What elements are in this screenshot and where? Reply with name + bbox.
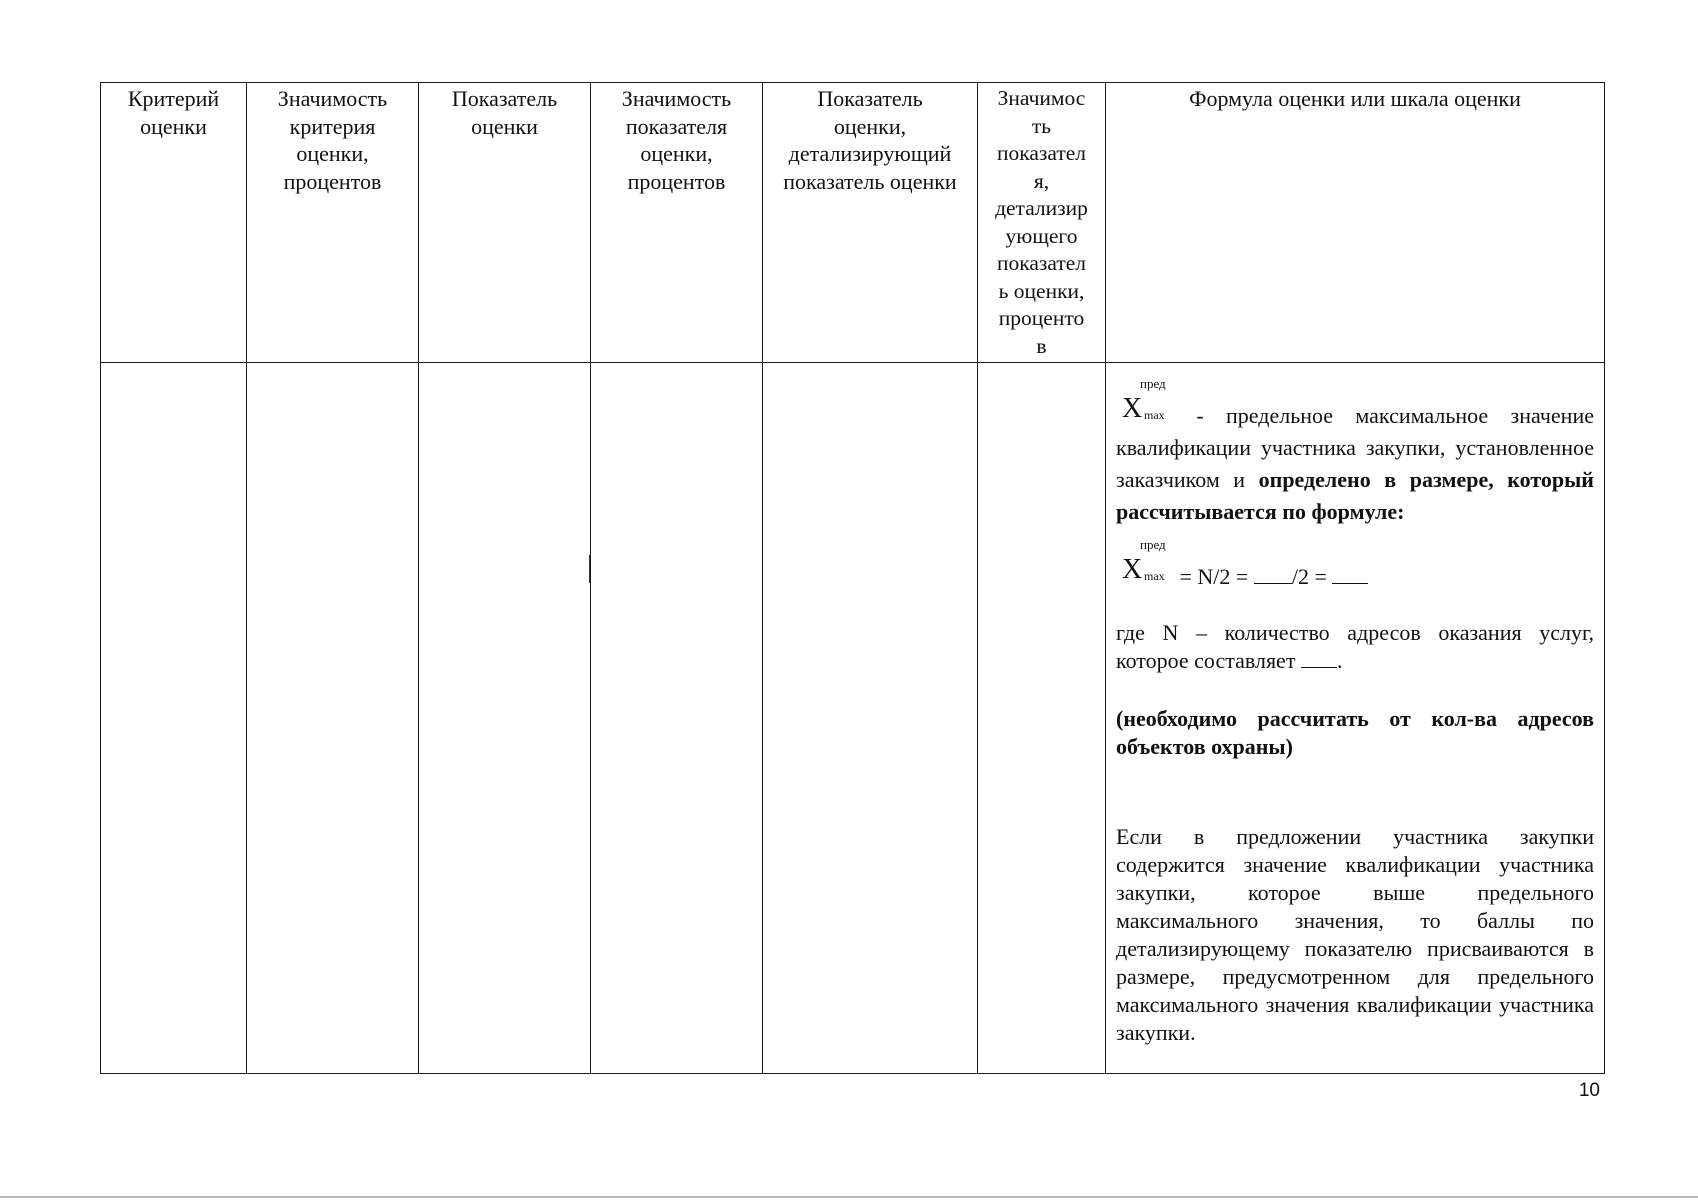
cell-criterion-weight (247, 363, 419, 1074)
definition-paragraph (1116, 376, 1594, 528)
blank-field (1254, 582, 1292, 584)
cell-detail-indicator (763, 363, 978, 1074)
definition-bold-text: определено в размере, который рассчитывается по формуле: (1116, 467, 1594, 524)
header-indicator-weight: Значимость показателя оценки, процентов (591, 83, 763, 363)
note-paragraph: (необходимо рассчитать от кол-ва адресов объектов охраны) (1116, 706, 1594, 759)
page-bottom-edge (0, 1196, 1698, 1198)
formula-text-a: = N/2 = (1174, 564, 1254, 589)
evaluation-criteria-table (100, 82, 1605, 1074)
cell-indicator-weight (591, 363, 763, 1074)
cell-indicator (419, 363, 591, 1074)
table-row (101, 363, 1605, 1074)
header-formula: Формула оценки или шкала оценки (1106, 83, 1605, 363)
cell-criterion (101, 363, 247, 1074)
blank-field (1301, 666, 1337, 668)
x-max-symbol-formula: X пред max (1122, 537, 1166, 585)
header-indicator: Показатель оценки (419, 83, 591, 363)
where-paragraph: где N – количество адресов оказания услуг, которое составляет . (1116, 620, 1594, 673)
formula-text-b: /2 = (1291, 564, 1333, 589)
header-detail-indicator: Показатель оценки, детализирующий показатель оценки (763, 83, 978, 363)
cell-formula (1106, 363, 1605, 1074)
header-criterion: Критерий оценки (101, 83, 247, 363)
x-max-symbol: X пред max (1122, 376, 1166, 424)
definition-text: - предельное максимальное значение квалификации участника закупки, установленное заказчиком и (1116, 403, 1594, 492)
blank-field (1332, 582, 1368, 584)
header-detail-indicator-weight: Значимос ть показател я, детализир ующего показател ь оценки, проценто в (978, 83, 1106, 363)
cell-detail-indicator-weight (978, 363, 1106, 1074)
formula-line (1116, 537, 1594, 593)
page-number: 10 (1578, 1080, 1600, 1101)
scan-mark (589, 555, 590, 583)
header-criterion-weight: Значимость критерия оценки, процентов (247, 83, 419, 363)
if-paragraph: Если в предложении участника закупки содержится значение квалификации участника закупки, которое выше предельного максимального значения, то баллы по детализирующему показателю присваиваются в размере, предусмотренном для предельного максимального значения квалификации участника закупки. (1116, 824, 1594, 1045)
header-row (101, 83, 1605, 363)
